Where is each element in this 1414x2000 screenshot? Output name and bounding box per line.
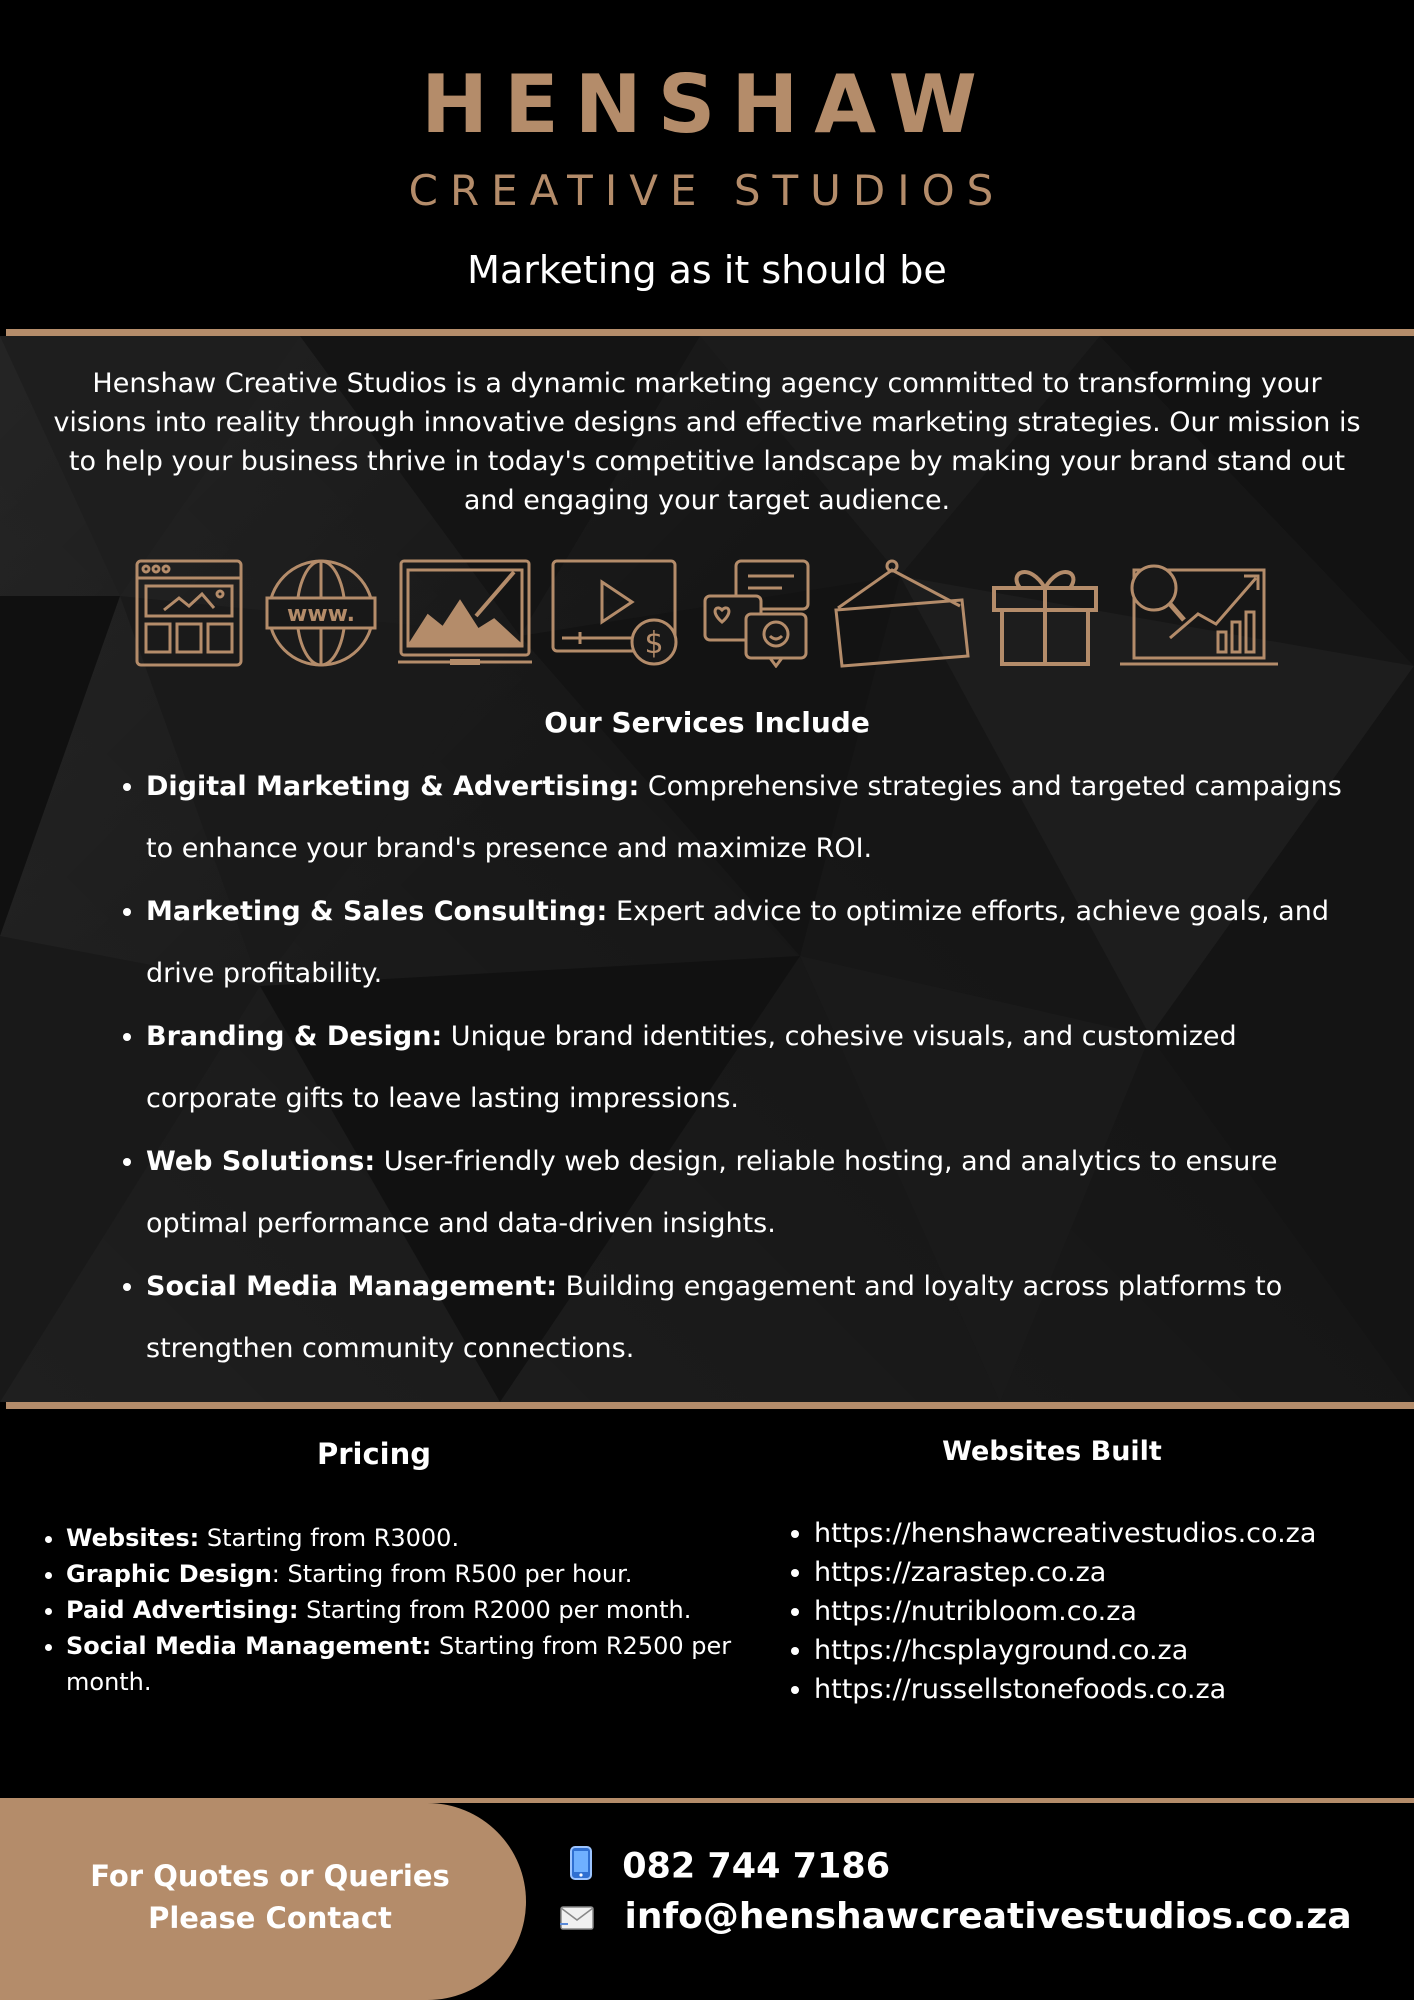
brand-logo-main: HENSHAW [421,58,993,151]
pricing-text: Starting from R3000. [199,1524,460,1552]
services-title: Our Services Include [544,706,870,739]
pricing-text: : Starting from R500 per hour. [271,1560,633,1588]
website-link[interactable]: • https://russellstonefoods.co.za [814,1670,1414,1709]
list-item [146,756,1346,880]
chat-bubbles-icon [702,558,812,668]
tagline: Marketing as it should be [467,248,947,292]
svg-text:www.: www. [287,602,355,627]
brand-logo-sub: CREATIVE STUDIOS [408,166,1006,215]
divider-middle [6,1402,1414,1409]
divider-top [6,329,1414,336]
services-section [0,336,1414,1402]
service-text: Expert advice to optimize efforts, achieve goals, and drive profitability. [146,896,1329,989]
services-list [116,756,1346,1381]
mobile-phone-icon [570,1846,592,1889]
service-text: Building engagement and loyalty across platforms to strengthen community connections. [146,1271,1283,1364]
phone-contact[interactable] [570,1846,890,1889]
svg-text:$: $ [644,626,664,661]
service-label: Marketing & Sales Consulting: [146,896,608,927]
header [0,0,1414,330]
service-icons-row [134,558,1280,674]
contact-cta-text [60,1855,480,1939]
list-item [66,1556,766,1592]
website-link[interactable]: • https://hcsplayground.co.za [814,1631,1414,1670]
service-text: User-friendly web design, reliable hosting, and analytics to ensure optimal performance and data-driven insights. [146,1146,1278,1239]
website-link[interactable]: • https://henshawcreativestudios.co.za [814,1514,1414,1553]
list-item [66,1628,766,1700]
pricing-label: Paid Advertising: [66,1596,299,1624]
list-item [66,1592,766,1628]
globe-www-icon [264,558,378,668]
service-text: Comprehensive strategies and targeted campaigns to enhance your brand's presence and maximize ROI. [146,771,1342,864]
video-monetize-icon [550,558,680,668]
list-item [66,1520,766,1556]
list-item [146,1131,1346,1255]
pricing-label: Websites: [66,1524,200,1552]
phone-number[interactable]: 082 744 7186 [622,1846,891,1887]
service-label: Digital Marketing & Advertising: [146,771,640,802]
pricing-list [36,1520,766,1700]
pricing-label: Social Media Management: [66,1632,432,1660]
hanging-sign-icon [832,558,972,670]
email-address[interactable]: info@henshawcreativestudios.co.za [624,1896,1352,1937]
cta-line-2: Please Contact [148,1901,392,1935]
website-layout-icon [134,558,244,668]
websites-list [784,1514,1414,1709]
pricing-label: Graphic Design [66,1560,272,1588]
growth-chart-icon [1120,558,1278,670]
pricing-text: Starting from R2500 per month. [66,1632,732,1696]
intro-paragraph: Henshaw Creative Studios is a dynamic marketing agency committed to transforming your visions into reality through innovative designs and effective marketing strategies. Our mission is to help your business thrive in today's competitive landscape by making your brand stand out and engaging your target audience. [53,368,1361,516]
list-item [146,1006,1346,1130]
cta-line-1: For Quotes or Queries [90,1859,450,1893]
list-item [146,1256,1346,1380]
email-contact[interactable] [560,1896,1352,1939]
service-text: Unique brand identities, cohesive visuals, and customized corporate gifts to leave lasting impressions. [146,1021,1237,1114]
website-link[interactable]: • https://zarastep.co.za [814,1553,1414,1592]
service-label: Branding & Design: [146,1021,443,1052]
envelope-icon [560,1898,594,1939]
laptop-design-icon [398,558,532,668]
list-item [146,881,1346,1005]
contact-cta-panel [0,1803,526,2000]
service-label: Web Solutions: [146,1146,376,1177]
websites-title: Websites Built [942,1436,1162,1467]
pricing-text: Starting from R2000 per month. [298,1596,692,1624]
pricing-title: Pricing [316,1437,432,1471]
website-link[interactable]: • https://nutribloom.co.za [814,1592,1414,1631]
gift-box-icon [990,558,1100,668]
service-label: Social Media Management: [146,1271,558,1302]
